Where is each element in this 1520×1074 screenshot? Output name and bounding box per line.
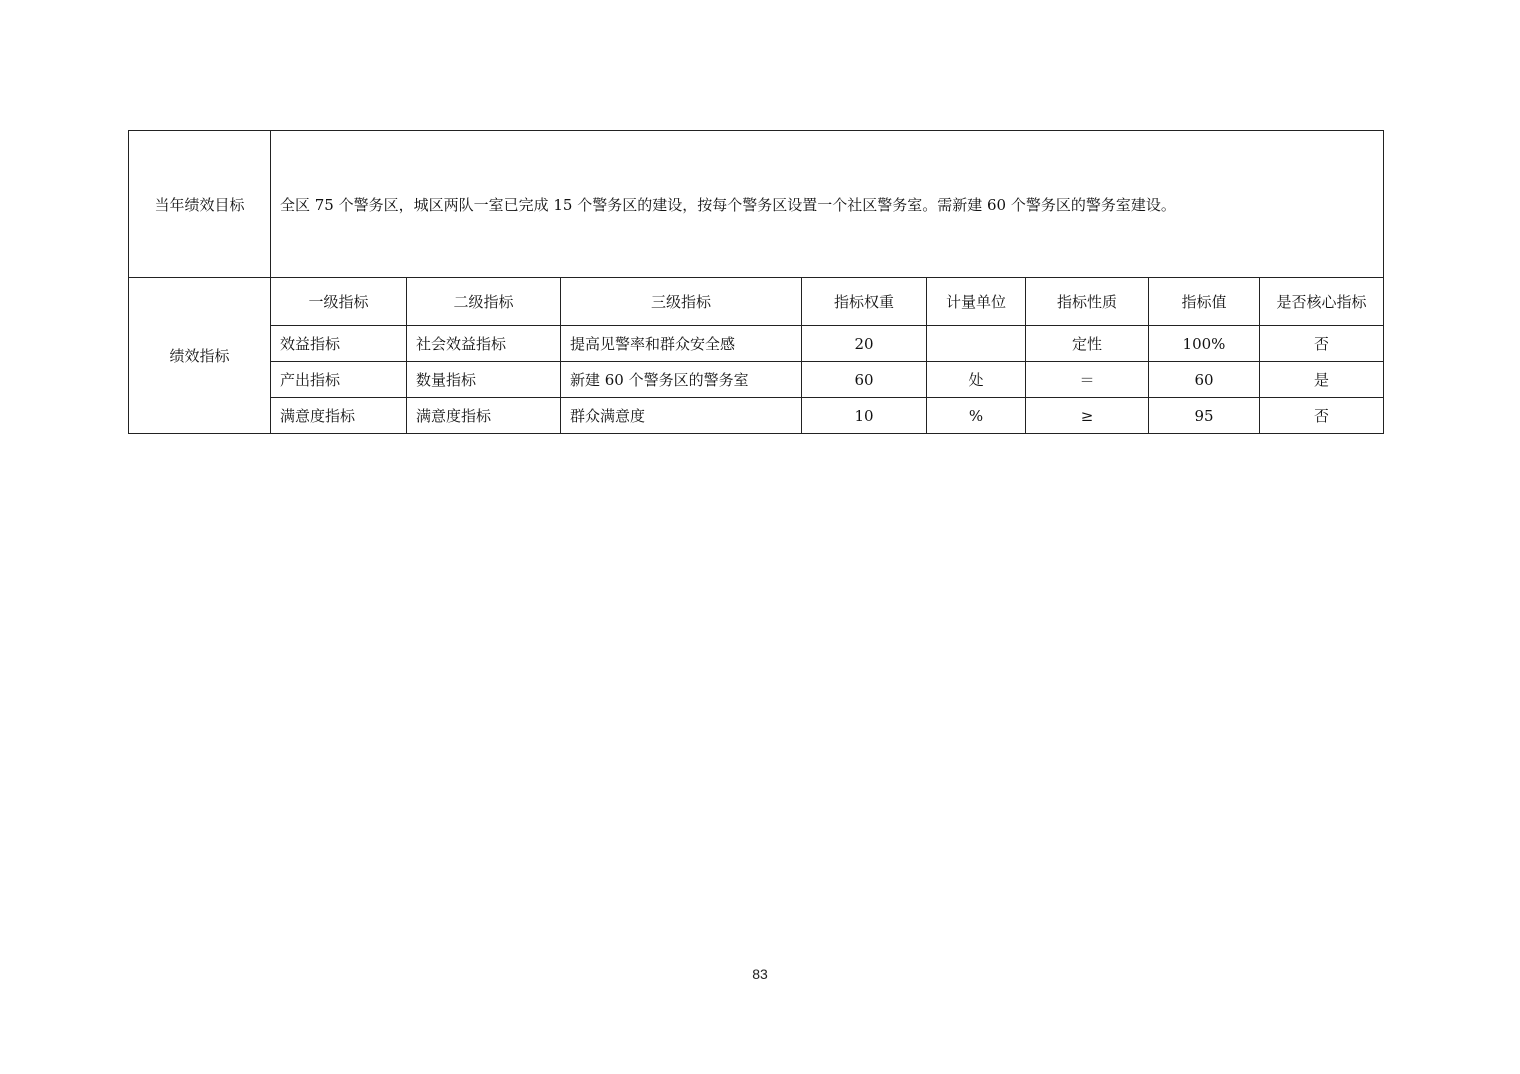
- table-row: [129, 362, 1384, 398]
- cell-weight: 60: [802, 362, 927, 398]
- header-level1: 一级指标: [271, 278, 407, 326]
- cell-weight: 20: [802, 326, 927, 362]
- header-nature: 指标性质: [1026, 278, 1149, 326]
- table-row: [129, 326, 1384, 362]
- cell-weight: 10: [802, 398, 927, 434]
- header-level3: 三级指标: [561, 278, 802, 326]
- cell-level3: 新建 60 个警务区的警务室: [561, 362, 802, 398]
- goal-label: 当年绩效目标: [129, 131, 271, 278]
- cell-level1: 产出指标: [271, 362, 407, 398]
- cell-unit: [927, 326, 1026, 362]
- table-row: [129, 398, 1384, 434]
- header-core: 是否核心指标: [1260, 278, 1384, 326]
- cell-level2: 满意度指标: [407, 398, 561, 434]
- cell-value: 60: [1149, 362, 1260, 398]
- cell-level2: 社会效益指标: [407, 326, 561, 362]
- cell-core: 否: [1260, 398, 1384, 434]
- header-weight: 指标权重: [802, 278, 927, 326]
- cell-unit: 处: [927, 362, 1026, 398]
- cell-nature: ≥: [1026, 398, 1149, 434]
- cell-level1: 满意度指标: [271, 398, 407, 434]
- header-value: 指标值: [1149, 278, 1260, 326]
- indicator-header-row: [129, 278, 1384, 326]
- cell-level3: 提高见警率和群众安全感: [561, 326, 802, 362]
- header-level2: 二级指标: [407, 278, 561, 326]
- cell-core: 是: [1260, 362, 1384, 398]
- cell-value: 95: [1149, 398, 1260, 434]
- goal-row: [129, 131, 1384, 278]
- page-number: 83: [752, 966, 768, 982]
- cell-nature: ＝: [1026, 362, 1149, 398]
- cell-level2: 数量指标: [407, 362, 561, 398]
- cell-level3: 群众满意度: [561, 398, 802, 434]
- goal-text: 全区 75 个警务区，城区两队一室已完成 15 个警务区的建设，按每个警务区设置一个社区警务室。需新建 60 个警务区的警务室建设。: [271, 131, 1384, 278]
- cell-value: 100%: [1149, 326, 1260, 362]
- cell-nature: 定性: [1026, 326, 1149, 362]
- indicators-label: 绩效指标: [129, 278, 271, 434]
- cell-unit: %: [927, 398, 1026, 434]
- performance-table: [128, 130, 1384, 434]
- header-unit: 计量单位: [927, 278, 1026, 326]
- cell-level1: 效益指标: [271, 326, 407, 362]
- cell-core: 否: [1260, 326, 1384, 362]
